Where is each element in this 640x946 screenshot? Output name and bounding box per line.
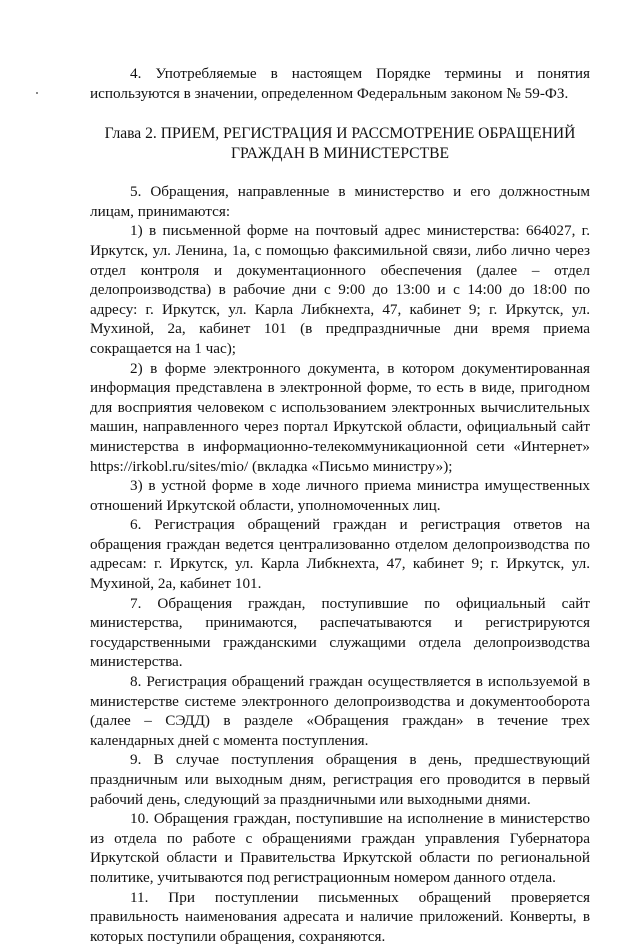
paragraph-5-item-1: 1) в письменной форме на почтовый адрес министерства: 664027, г. Иркутск, ул. Ленина, 1а, с помощью факсимильной связи, либо лично через отдел контроля и документационного обеспечения (далее – отдел делопроизводства) в рабочие дни с 9:00 до 13:00 и с 14:00 до 18:00 по адресу: г. Иркутск, ул. Карла Либкнехта, 47, кабинет 9; г. Иркутск, ул. Мухиной, 2а, кабинет 101 (в предпраздничные дни время приема сокращается на 1 час); (90, 222, 590, 357)
paragraph-5-item-3: 3) в устной форме в ходе личного приема министра имущественных отношений Иркутской области, уполномоченных лиц. (90, 477, 590, 514)
chapter-heading (90, 124, 590, 163)
paragraph-4: 4. Употребляемые в настоящем Порядке термины и понятия используются в значении, определенном Федеральным законом № 59-ФЗ. (90, 65, 590, 102)
paragraph-10: 10. Обращения граждан, поступившие на исполнение в министерство из отдела по работе с обращениями граждан управления Губернатора Иркутской области и Правительства Иркутской области по региональной политике, учитываются под регистрационным номером данного отдела. (90, 810, 590, 886)
chapter-heading-line-2: ГРАЖДАН В МИНИСТЕРСТВЕ (230, 144, 450, 162)
paragraph-6: 6. Регистрация обращений граждан и регистрация ответов на обращения граждан ведется централизованно отделом делопроизводства по адресам: г. Иркутск, ул. Карла Либкнехта, 47, кабинет 9; г. Иркутск, ул. Мухиной, 2а, кабинет 101. (90, 516, 590, 593)
paragraph-11: 11. При поступлении письменных обращений проверяется правильность наименования адресата и наличие приложений. Конверты, в которых поступили обращения, сохраняются. (90, 888, 590, 945)
paragraph-5: 5. Обращения, направленные в министерство и его должностным лицам, принимаются: (90, 183, 590, 220)
chapter-heading-line-1: Глава 2. ПРИЕМ, РЕГИСТРАЦИЯ И РАССМОТРЕНИЕ ОБРАЩЕНИЙ (104, 125, 576, 143)
paragraph-8: 8. Регистрация обращений граждан осуществляется в используемой в министерстве системе электронного делопроизводства и документооборота (далее – СЭДД) в разделе «Обращения граждан» в течение трех календарных дней с момента поступления. (90, 673, 590, 749)
paragraph-9: 9. В случае поступления обращения в день, предшествующий праздничным или выходным дням, регистрация его проводится в первый рабочий день, следующий за праздничными или выходными днями. (90, 751, 590, 808)
paragraph-7: 7. Обращения граждан, поступившие по официальный сайт министерства, принимаются, распечатываются и регистрируются государственными гражданскими служащими отдела делопроизводства министерства. (90, 594, 590, 671)
scan-speck (36, 92, 38, 94)
paragraph-5-item-2: 2) в форме электронного документа, в котором документированная информация представлена в электронной форме, то есть в виде, пригодном для восприятия человеком с использованием электронных вычислительных машин, направленного через портал Иркутской области, официальный сайт министерства в информационно-телекоммуникационной сети «Интернет» https://irkobl.ru/sites/mio/ (вкладка «Письмо министру»); (90, 359, 590, 475)
